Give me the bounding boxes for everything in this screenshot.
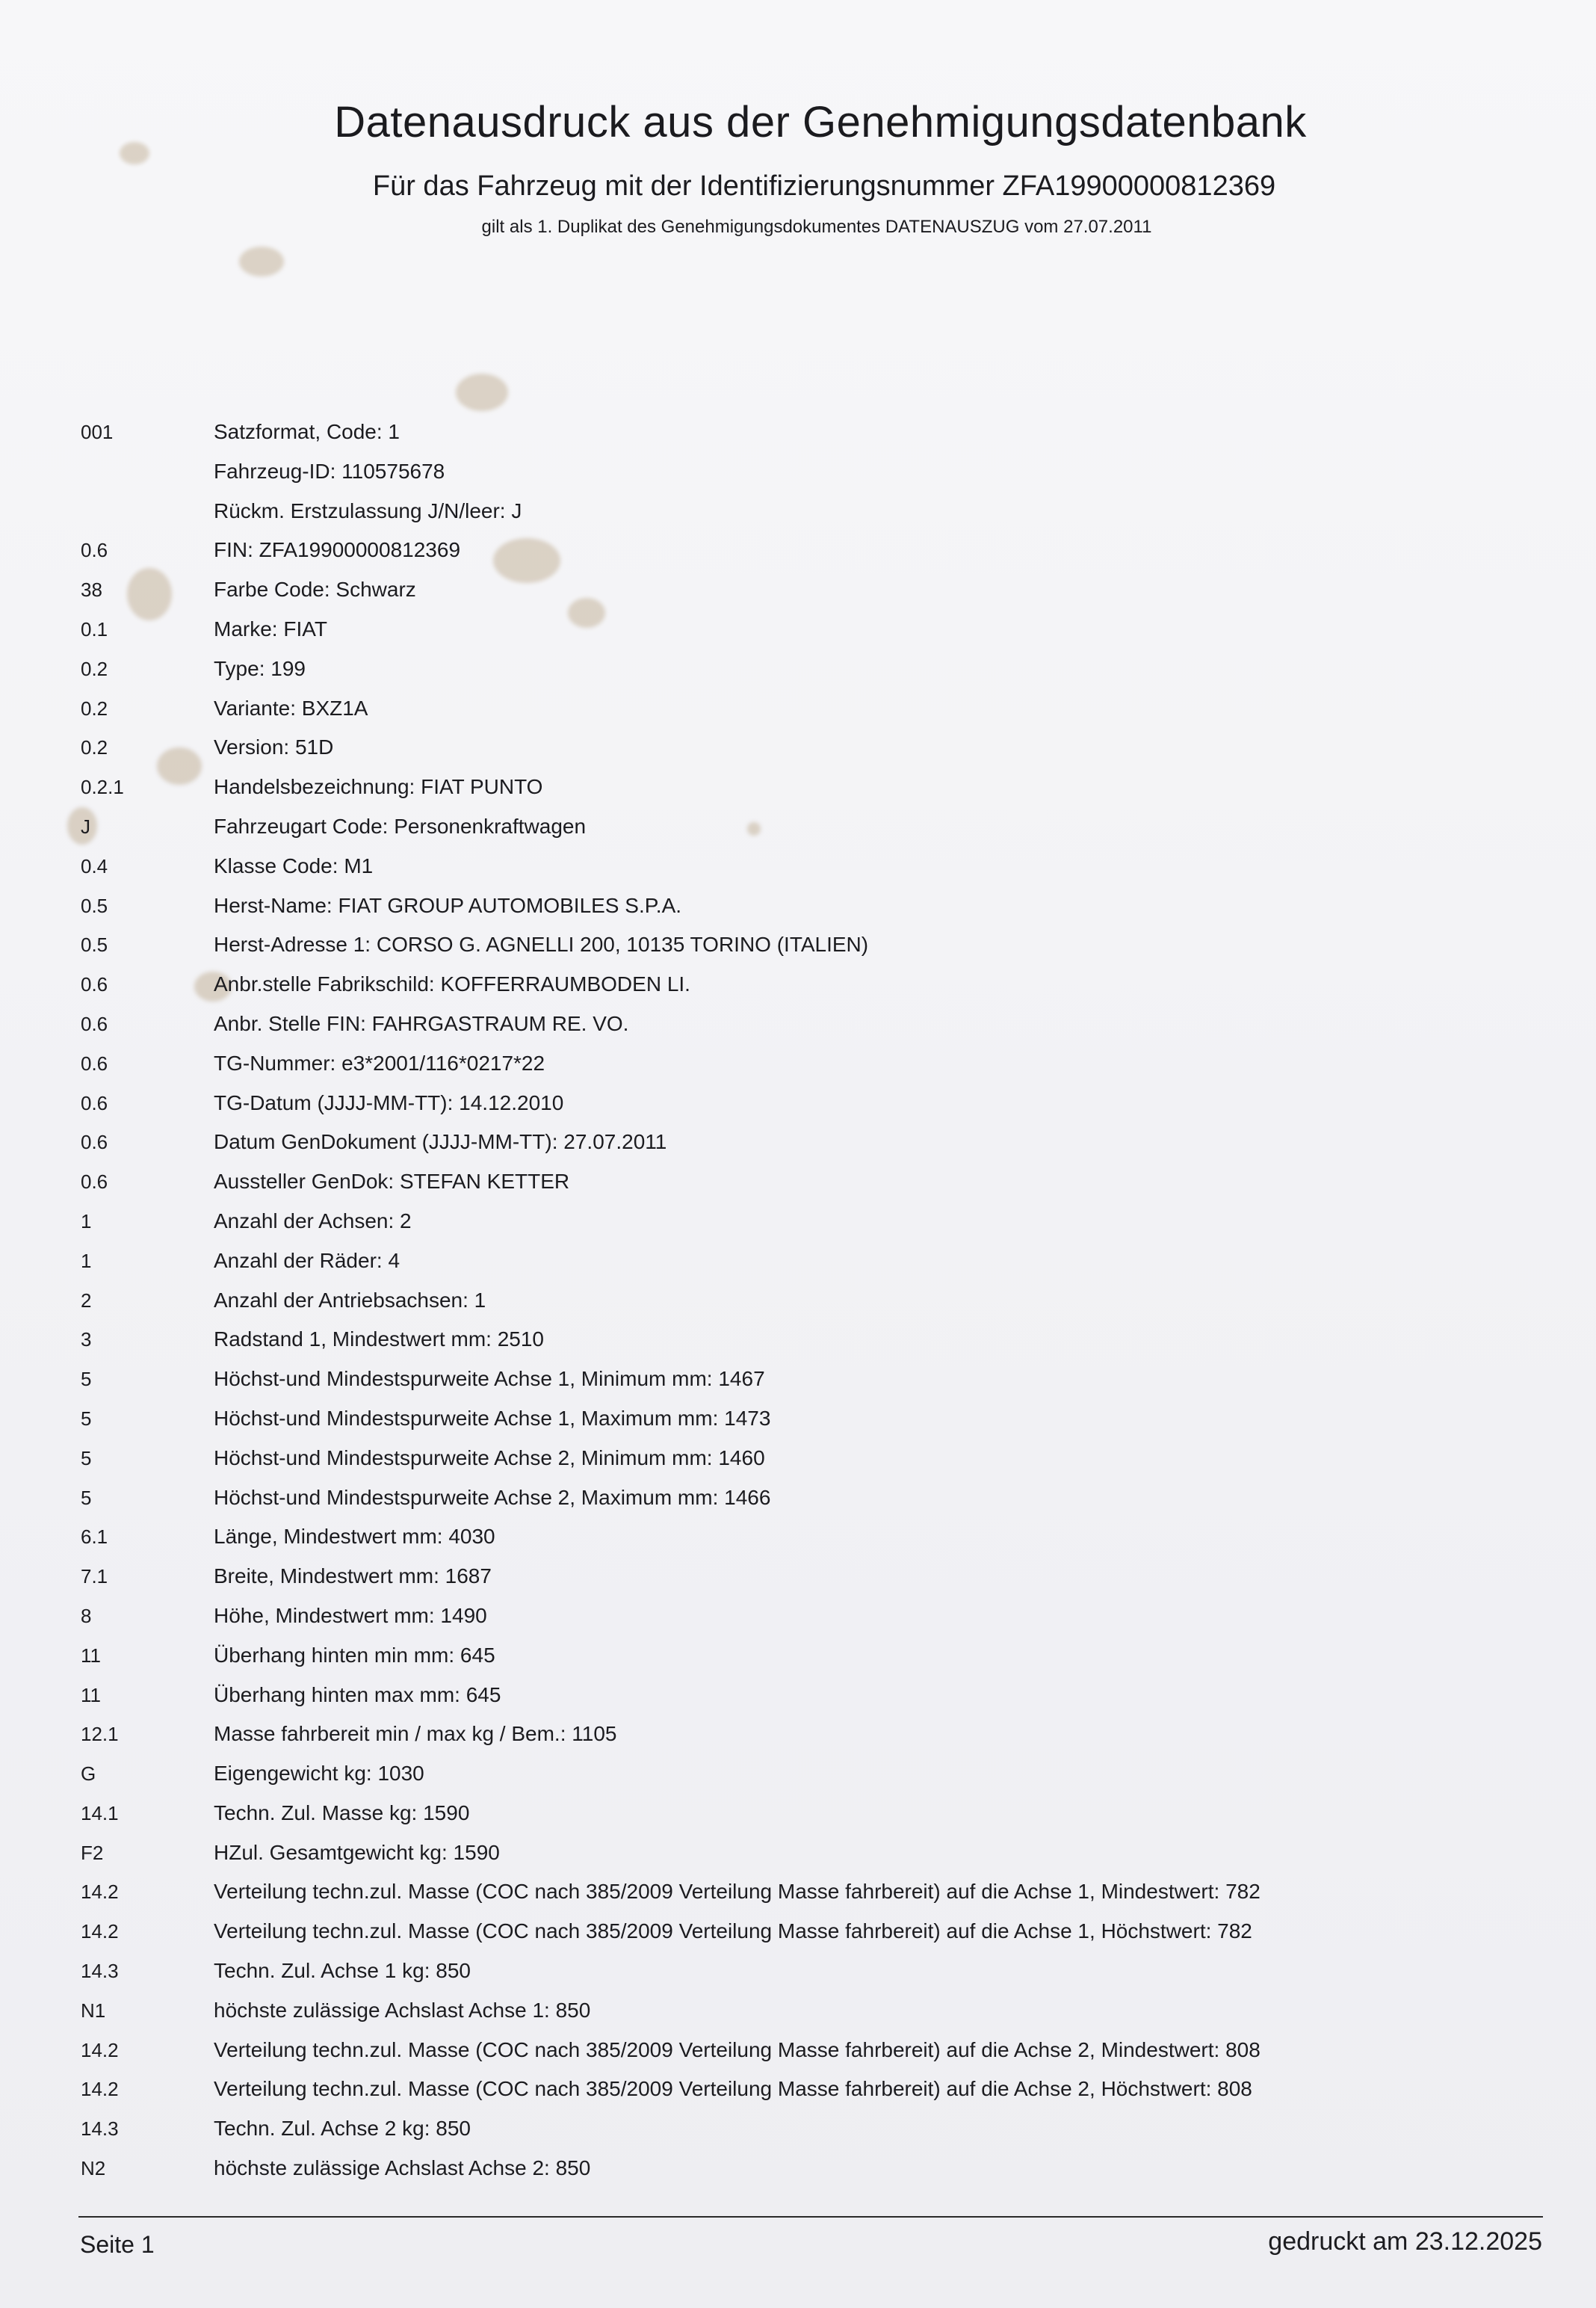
- row-text: Anbr.stelle Fabrikschild: KOFFERRAUMBODEN LI.: [214, 972, 690, 996]
- data-row: [0, 2070, 1596, 2109]
- data-row: [0, 2031, 1596, 2070]
- row-code: G: [81, 1762, 96, 1786]
- row-text: Radstand 1, Mindestwert mm: 2510: [214, 1327, 544, 1351]
- stain-mark: [456, 374, 508, 411]
- row-code: F2: [81, 1841, 104, 1864]
- row-code: 5: [81, 1486, 92, 1509]
- data-row: [0, 1123, 1596, 1162]
- row-text: Verteilung techn.zul. Masse (COC nach 385/2009 Verteilung Masse fahrbereit) auf die Achse 2, Mindestwert: 808: [214, 2037, 1261, 2061]
- data-row: [0, 965, 1596, 1005]
- row-text: Verteilung techn.zul. Masse (COC nach 385/2009 Verteilung Masse fahrbereit) auf die Achse 2, Höchstwert: 808: [214, 2077, 1252, 2101]
- data-row: [0, 1754, 1596, 1794]
- data-row: [0, 2149, 1596, 2188]
- row-code: 1: [81, 1249, 92, 1272]
- row-text: Breite, Mindestwert mm: 1687: [214, 1564, 492, 1588]
- row-text: Höchst-und Mindestspurweite Achse 1, Maximum mm: 1473: [214, 1406, 771, 1430]
- row-text: Farbe Code: Schwarz: [214, 578, 416, 602]
- row-text: Höhe, Mindestwert mm: 1490: [214, 1603, 487, 1627]
- row-code: 11: [81, 1644, 101, 1667]
- row-code: 14.3: [81, 1960, 119, 1983]
- row-text: Fahrzeug-ID: 110575678: [214, 459, 445, 483]
- row-code: 38: [81, 578, 102, 602]
- row-text: Überhang hinten min mm: 645: [214, 1643, 495, 1667]
- data-row: [0, 1281, 1596, 1321]
- row-code: 5: [81, 1407, 92, 1430]
- row-code: 5: [81, 1446, 92, 1469]
- duplicate-note: gilt als 1. Duplikat des Genehmigungsdokumentes DATENAUSZUG vom 27.07.2011: [481, 217, 1152, 237]
- row-code: 14.2: [81, 1880, 119, 1904]
- row-code: 0.1: [81, 617, 108, 641]
- data-row: [0, 2109, 1596, 2149]
- row-code: 14.1: [81, 1801, 119, 1824]
- row-text: Variante: BXZ1A: [214, 696, 368, 720]
- row-code: 0.6: [81, 1012, 108, 1035]
- data-row: [0, 925, 1596, 965]
- row-code: N2: [81, 2157, 106, 2180]
- data-row: [0, 452, 1596, 492]
- footer-divider: [78, 2216, 1543, 2218]
- row-text: Satzformat, Code: 1: [214, 420, 400, 443]
- row-code: 0.2: [81, 657, 108, 680]
- row-code: 8: [81, 1604, 92, 1627]
- document-title: Datenausdruck aus der Genehmigungsdatenbank: [334, 98, 1307, 146]
- row-code: 0.2.1: [81, 776, 124, 799]
- data-row: [0, 1005, 1596, 1044]
- row-code: 0.5: [81, 894, 108, 917]
- row-code: N1: [81, 1999, 106, 2022]
- row-code: 0.2: [81, 697, 108, 720]
- data-row: [0, 1517, 1596, 1557]
- data-row: [0, 492, 1596, 531]
- data-row: [0, 531, 1596, 570]
- data-row: [0, 1912, 1596, 1951]
- row-text: Eigengewicht kg: 1030: [214, 1762, 424, 1786]
- row-text: Marke: FIAT: [214, 617, 327, 641]
- row-code: 5: [81, 1368, 92, 1391]
- row-text: Masse fahrbereit min / max kg / Bem.: 1105: [214, 1722, 617, 1746]
- data-row: [0, 1794, 1596, 1833]
- data-row: [0, 847, 1596, 886]
- data-rows: [0, 413, 1596, 2188]
- row-code: 0.2: [81, 736, 108, 759]
- row-text: Rückm. Erstzulassung J/N/leer: J: [214, 499, 522, 522]
- data-row: [0, 1044, 1596, 1084]
- row-text: HZul. Gesamtgewicht kg: 1590: [214, 1840, 500, 1864]
- row-code: 12.1: [81, 1723, 119, 1746]
- row-code: 0.6: [81, 1170, 108, 1194]
- data-row: [0, 1399, 1596, 1439]
- row-code: 2: [81, 1289, 92, 1312]
- row-text: Anzahl der Achsen: 2: [214, 1209, 412, 1232]
- row-text: Type: 199: [214, 656, 306, 680]
- row-code: 1: [81, 1209, 92, 1232]
- row-code: 14.2: [81, 2038, 119, 2061]
- data-row: [0, 1991, 1596, 2031]
- data-row: [0, 1084, 1596, 1123]
- row-code: J: [81, 815, 90, 838]
- row-code: 14.3: [81, 2117, 119, 2141]
- data-row: [0, 886, 1596, 926]
- data-row: [0, 649, 1596, 689]
- row-text: Techn. Zul. Achse 2 kg: 850: [214, 2117, 471, 2141]
- row-code: 0.6: [81, 1091, 108, 1114]
- page-number: Seite 1: [80, 2231, 155, 2258]
- row-code: 7.1: [81, 1565, 108, 1588]
- row-code: 14.2: [81, 2078, 119, 2101]
- row-code: 0.6: [81, 539, 108, 562]
- document-subtitle: Für das Fahrzeug mit der Identifizierungsnummer ZFA19900000812369: [372, 170, 1276, 202]
- row-text: TG-Nummer: e3*2001/116*0217*22: [214, 1051, 545, 1075]
- row-text: TG-Datum (JJJJ-MM-TT): 14.12.2010: [214, 1090, 564, 1114]
- row-code: 6.1: [81, 1525, 108, 1549]
- row-code: 0.5: [81, 934, 108, 957]
- row-text: Herst-Adresse 1: CORSO G. AGNELLI 200, 10135 TORINO (ITALIEN): [214, 933, 869, 957]
- data-row: [0, 768, 1596, 807]
- data-row: [0, 1951, 1596, 1991]
- data-row: [0, 1833, 1596, 1873]
- stain-mark: [239, 247, 284, 277]
- data-row: [0, 1162, 1596, 1202]
- data-row: [0, 807, 1596, 847]
- data-row: [0, 1320, 1596, 1360]
- row-code: 0.4: [81, 854, 108, 877]
- row-text: Überhang hinten max mm: 645: [214, 1682, 501, 1706]
- row-text: FIN: ZFA19900000812369: [214, 538, 461, 562]
- row-text: höchste zulässige Achslast Achse 2: 850: [214, 2156, 591, 2180]
- data-row: [0, 1872, 1596, 1912]
- row-code: 0.6: [81, 973, 108, 996]
- data-row: [0, 1439, 1596, 1478]
- row-text: Höchst-und Mindestspurweite Achse 2, Minimum mm: 1460: [214, 1445, 765, 1469]
- row-text: Länge, Mindestwert mm: 4030: [214, 1525, 495, 1549]
- data-row: [0, 570, 1596, 610]
- row-text: höchste zulässige Achslast Achse 1: 850: [214, 1998, 591, 2022]
- row-text: Höchst-und Mindestspurweite Achse 2, Maximum mm: 1466: [214, 1485, 771, 1509]
- data-row: [0, 1557, 1596, 1596]
- data-row: [0, 610, 1596, 649]
- row-text: Anbr. Stelle FIN: FAHRGASTRAUM RE. VO.: [214, 1011, 629, 1035]
- row-text: Verteilung techn.zul. Masse (COC nach 385/2009 Verteilung Masse fahrbereit) auf die Achse 1, Mindestwert: 782: [214, 1880, 1261, 1904]
- row-text: Aussteller GenDok: STEFAN KETTER: [214, 1170, 570, 1194]
- data-row: [0, 1478, 1596, 1518]
- data-row: [0, 1676, 1596, 1715]
- row-text: Anzahl der Antriebsachsen: 1: [214, 1288, 486, 1312]
- data-row: [0, 1715, 1596, 1754]
- row-text: Anzahl der Räder: 4: [214, 1248, 400, 1272]
- row-code: 14.2: [81, 1920, 119, 1943]
- row-text: Höchst-und Mindestspurweite Achse 1, Minimum mm: 1467: [214, 1367, 765, 1391]
- row-code: 11: [81, 1683, 101, 1706]
- row-text: Datum GenDokument (JJJJ-MM-TT): 27.07.2011: [214, 1130, 667, 1154]
- row-code: 3: [81, 1328, 92, 1351]
- data-row: [0, 689, 1596, 729]
- row-text: Herst-Name: FIAT GROUP AUTOMOBILES S.P.A.: [214, 893, 682, 917]
- row-text: Verteilung techn.zul. Masse (COC nach 385/2009 Verteilung Masse fahrbereit) auf die Achse 1, Höchstwert: 782: [214, 1919, 1252, 1943]
- data-row: [0, 1360, 1596, 1399]
- row-code: 001: [81, 421, 114, 443]
- row-text: Techn. Zul. Achse 1 kg: 850: [214, 1959, 471, 1983]
- data-row: [0, 1596, 1596, 1636]
- data-row: [0, 1241, 1596, 1281]
- row-code: 0.6: [81, 1131, 108, 1154]
- row-code: 0.6: [81, 1052, 108, 1075]
- row-text: Version: 51D: [214, 735, 334, 759]
- data-row: [0, 1202, 1596, 1241]
- data-row: [0, 1636, 1596, 1676]
- data-row: [0, 413, 1596, 452]
- data-row: [0, 728, 1596, 768]
- row-text: Klasse Code: M1: [214, 854, 374, 877]
- print-date: gedruckt am 23.12.2025: [1268, 2227, 1542, 2256]
- row-text: Techn. Zul. Masse kg: 1590: [214, 1801, 470, 1824]
- row-text: Fahrzeugart Code: Personenkraftwagen: [214, 814, 587, 838]
- row-text: Handelsbezeichnung: FIAT PUNTO: [214, 775, 543, 799]
